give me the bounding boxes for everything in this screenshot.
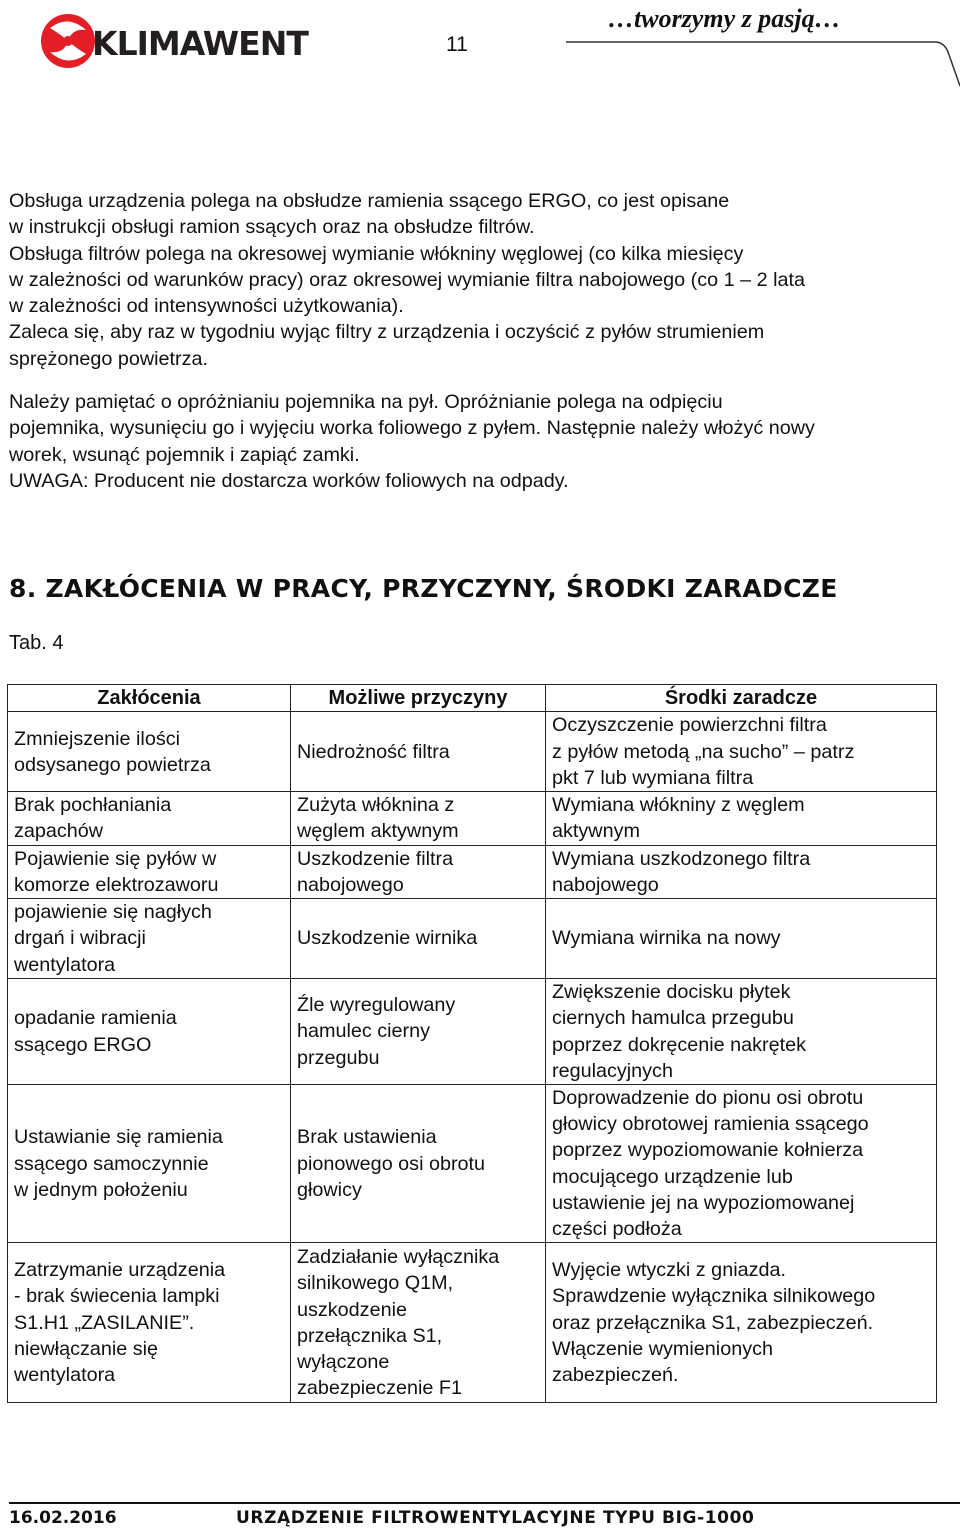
table-cell (8, 979, 291, 1085)
header-slogan: …tworzymy z pasją… (608, 4, 841, 33)
paragraph-dust-container (9, 389, 944, 494)
cell-text: Wymiana wirnika na nowy (552, 927, 781, 950)
table-cell (291, 792, 546, 845)
fault-table (7, 684, 937, 1403)
column-header: Możliwe przyczyny (291, 685, 546, 712)
cell-text: Wymiana włókniny z węglem aktywnym (552, 794, 805, 843)
text-line: Obsługa urządzenia polega na obsłudze ramienia ssącego ERGO, co jest opisane (9, 190, 730, 212)
cell-text: Uszkodzenie filtra nabojowego (297, 847, 454, 896)
text-line: w zależności od intensywności użytkowania). (9, 295, 404, 318)
cell-text: Zużyta włóknina z węglem aktywnym (297, 794, 459, 843)
table-cell (546, 1243, 937, 1403)
table-cell (8, 1085, 291, 1243)
table-cell (291, 979, 546, 1085)
table-cell (8, 899, 291, 979)
table-row (8, 979, 937, 1085)
text-line: Należy pamiętać o opróżnianiu pojemnika na pył. Opróżnianie polega na odpięciu (9, 391, 723, 413)
table-cell (291, 1243, 546, 1403)
table-label: Tab. 4 (9, 632, 64, 654)
cell-text: Doprowadzenie do pionu osi obrotu głowicy obrotowej ramienia ssącego poprzez wypoziomowanie kołnierza mocującego urządzenie lub ustawienie jej na wypoziomowanej części podłoża (552, 1087, 869, 1241)
cell-text: Zmniejszenie ilości odsysanego powietrza (14, 727, 211, 776)
cell-text: opadanie ramienia ssącego ERGO (14, 1007, 177, 1056)
cell-text: Niedrożność filtra (297, 740, 450, 763)
page-number: 11 (446, 33, 468, 56)
text-line: w instrukcji obsługi ramion ssących oraz na obsłudze filtrów. (9, 216, 535, 239)
cell-text: Wyjęcie wtyczki z gniazda. Sprawdzenie wyłącznika silnikowego oraz przełącznika S1, zabezpieczeń. Włączenie wymienionych zabezpieczeń. (552, 1259, 876, 1387)
footer-title: URZĄDZENIE FILTROWENTYLACYJNE TYPU BIG-1000 (236, 1508, 755, 1528)
section-heading: 8. ZAKŁÓCENIA W PRACY, PRZYCZYNY, ŚRODKI ZARADCZE (9, 574, 838, 603)
table-cell (8, 845, 291, 898)
logo-swirl-icon (38, 8, 98, 74)
table-row (8, 712, 937, 792)
text-line: Obsługa filtrów polega na okresowej wymianie włókniny węglowej (co kilka miesięcy (9, 242, 744, 265)
table-row (8, 792, 937, 845)
footer-date: 16.02.2016 (9, 1508, 117, 1528)
table-row (8, 1085, 937, 1243)
table-cell (546, 845, 937, 898)
table-cell (291, 845, 546, 898)
text-line: sprężonego powietrza. (9, 347, 209, 370)
table-cell (291, 899, 546, 979)
cell-text: pojawienie się nagłych drgań i wibracji wentylatora (14, 901, 212, 976)
cell-text: Źle wyregulowany hamulec cierny przegubu (297, 994, 456, 1069)
cell-text: Brak pochłaniania zapachów (14, 794, 172, 843)
table-cell (546, 979, 937, 1085)
table-row (8, 845, 937, 898)
table-cell (546, 712, 937, 792)
table-cell (546, 792, 937, 845)
table-cell (546, 899, 937, 979)
text-line: w zależności od warunków pracy) oraz okresowej wymianie filtra nabojowego (co 1 – 2 lata (9, 268, 806, 291)
text-line: pojemnika, wysunięciu go i wyjęciu worka foliowego z pyłem. Następnie należy włożyć nowy (9, 417, 815, 440)
cell-text: Wymiana uszkodzonego filtra nabojowego (552, 847, 811, 896)
text-line: UWAGA: Producent nie dostarcza worków foliowych na odpady. (9, 469, 569, 492)
cell-text: Uszkodzenie wirnika (297, 927, 478, 950)
text-line: Zaleca się, aby raz w tygodniu wyjąc filtry z urządzenia i oczyścić z pyłów strumieniem (9, 321, 765, 344)
column-header: Zakłócenia (8, 685, 291, 712)
table-cell (8, 1243, 291, 1403)
logo-text: KLIMAWENT (92, 24, 308, 63)
cell-text: Ustawianie się ramienia ssącego samoczynnie w jednym położeniu (14, 1126, 223, 1201)
table-row (8, 899, 937, 979)
paragraph-maintenance (9, 188, 944, 372)
table-cell (8, 712, 291, 792)
table-header-row (8, 685, 937, 712)
table-row (8, 1243, 937, 1403)
cell-text: Zatrzymanie urządzenia - brak świecenia lampki S1.H1 „ZASILANIE”. niewłączanie się wentylatora (14, 1259, 226, 1387)
table-cell (8, 792, 291, 845)
cell-text: Oczyszczenie powierzchni filtra z pyłów metodą „na sucho” – patrz pkt 7 lub wymiana filtra (552, 714, 855, 789)
cell-text: Brak ustawienia pionowego osi obrotu głowicy (297, 1126, 486, 1201)
cell-text: Zadziałanie wyłącznika silnikowego Q1M, uszkodzenie przełącznika S1, wyłączone zabezpieczenie F1 (297, 1246, 500, 1400)
footer-divider-line (9, 1502, 960, 1504)
table-cell (291, 712, 546, 792)
table-cell (291, 1085, 546, 1243)
cell-text: Zwiększenie docisku płytek ciernych hamulca przegubu poprzez dokręcenie nakrętek regulacyjnych (552, 981, 807, 1082)
column-header: Środki zaradcze (546, 685, 937, 712)
text-line: worek, wsunąć pojemnik i zapiąć zamki. (9, 443, 360, 466)
table-cell (546, 1085, 937, 1243)
cell-text: Pojawienie się pyłów w komorze elektrozaworu (14, 847, 219, 896)
